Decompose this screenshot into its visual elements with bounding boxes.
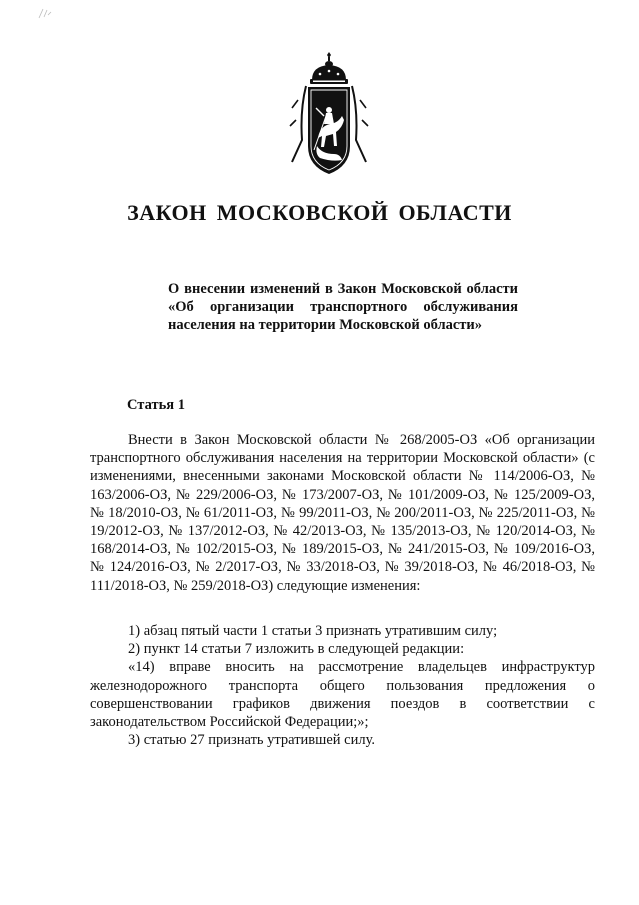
article-body [90, 431, 595, 595]
law-subject: О внесении изменений в Закон Московской области «Об организации транспортного обслуживания населения на территории Московской области» [168, 281, 518, 333]
list-item: 3) статью 27 признать утратившей силу. [128, 732, 375, 749]
article-heading: Статья 1 [127, 397, 185, 413]
amendment-list [90, 622, 595, 749]
coat-of-arms-icon [282, 50, 376, 178]
list-item: 2) пункт 14 статьи 7 изложить в следующей редакции: [128, 641, 465, 658]
law-title: ЗАКОН МОСКОВСКОЙ ОБЛАСТИ [127, 200, 512, 225]
list-item: 1) абзац пятый части 1 статьи 3 признать утратившим силу; [128, 623, 498, 639]
intro-paragraph: Внести в Закон Московской области № 268/2005-ОЗ «Об организации транспортного обслуживания населения на территории Московской области» (с изменениями, внесенными законами Московской области № 114/2006-ОЗ, № 163/2006-ОЗ, № 229/2006-ОЗ, № 173/2007-ОЗ, № 101/2009-ОЗ, № 125/2009-ОЗ, № 18/2010-ОЗ, № 61/2011-ОЗ, № 99/2011-ОЗ, № 200/2011-ОЗ, № 225/2011-ОЗ, № 19/2012-ОЗ, № 137/2012-ОЗ, № 42/2013-ОЗ, № 135/2013-ОЗ, № 120/2014-ОЗ, № 168/2014-ОЗ, № 102/2015-ОЗ, № 189/2015-ОЗ, № 241/2015-ОЗ, № 109/2016-ОЗ, № 124/2016-ОЗ, № 2/2017-ОЗ, № 33/2018-ОЗ, № 39/2018-ОЗ, № 46/2018-ОЗ, № 111/2018-ОЗ, № 259/2018-ОЗ) следующие изменения: [90, 432, 595, 594]
scan-mark-icon [36, 6, 54, 22]
list-item: «14) вправе вносить на рассмотрение владельцев инфраструктур железнодорожного транспорта общего пользования предложения о совершенствовании графиков движения поездов в соответствии с законодательством Российской Федерации;»; [90, 659, 595, 731]
